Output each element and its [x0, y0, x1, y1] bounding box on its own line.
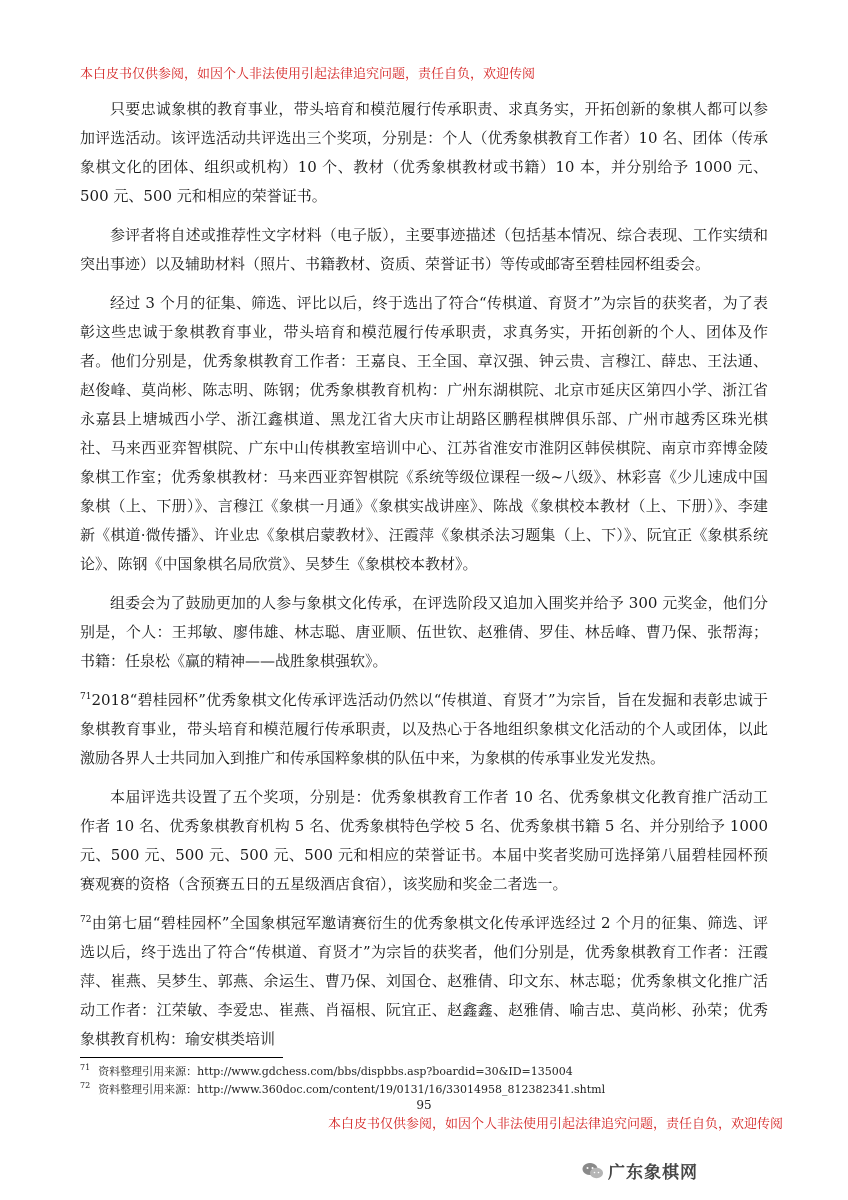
paragraph: 参评者将自述或推荐性文字材料（电子版），主要事迹描述（包括基本情况、综合表现、工作实绩和突出事迹）以及辅助材料（照片、书籍教材、资质、荣誉证书）等传或邮寄至碧桂园杯组委会。 [80, 226, 768, 273]
paragraph: 经过 3 个月的征集、筛选、评比以后，终于选出了符合“传棋道、育贤才”为宗旨的获奖者，为了表彰这些忠诚于象棋教育事业，带头培育和模范履行传承职责，求真务实，开拓创新的个人、团体及作者。他们分别是，优秀象棋教育工作者：王嘉良、王全国、章汉强、钟云贵、言穆江、薛忠、王法通、赵俊峰、莫尚彬、陈志明、陈钢；优秀象棋教育机构：广州东湖棋院、北京市延庆区第四小学、浙江省永嘉县上塘城西小学、浙江鑫棋道、黑龙江省大庆市让胡路区鹏程棋牌俱乐部、广州市越秀区珠光棋社、马来西亚弈智棋院、广东中山传棋教室培训中心、江苏省淮安市淮阴区韩侯棋院、南京市弈博金陵象棋工作室；优秀象棋教材：马来西亚弈智棋院《系统等级位课程一级~八级》、林彩喜《少儿速成中国象棋（上、下册）》、言穆江《象棋一月通》《象棋实战讲座》、陈战《象棋校本教材（上、下册）》、李建新《棋道·微传播》、许业忠《象棋启蒙教材》、汪霞萍《象棋杀法习题集（上、下）》、阮宜正《象棋系统论》、陈钢《中国象棋名局欣赏》、吴梦生《象棋校本教材》。 [80, 294, 768, 573]
disclaimer-top: 本白皮书仅供参阅，如因个人非法使用引起法律追究问题，责任自负，欢迎传阅 [80, 67, 536, 82]
footnote-divider [80, 1057, 283, 1058]
footnote-text[interactable]: 资料整理引用来源：http://www.gdchess.com/bbs/dispbbs.asp?boardid=30&ID=135004 [98, 1065, 573, 1078]
footnote [80, 1063, 605, 1081]
paragraph-text: 由第七届“碧桂园杯”全国象棋冠军邀请赛衍生的优秀象棋文化传承评选经过 2 个月的征集、筛选、评选以后，终于选出了符合“传棋道、育贤才”为宗旨的获奖者，他们分别是，优秀象棋教育工作者：汪霞萍、崔燕、吴梦生、郭燕、余运生、曹乃保、刘国仓、赵雅倩、印文东、林志聪；优秀象棋文化推广活动工作者：江荣敏、李爱忠、崔燕、肖福根、阮宜正、赵鑫鑫、赵雅倩、喻吉忠、莫尚彬、孙荣；优秀象棋教育机构：瑜安棋类培训 [80, 914, 768, 1048]
paragraph: 只要忠诚象棋的教育事业，带头培育和模范履行传承职责、求真务实，开拓创新的象棋人都可以参加评选活动。该评选活动共评选出三个奖项，分别是：个人（优秀象棋教育工作者）10 名、团体（传承象棋文化的团体、组织或机构）10 个、教材（优秀象棋教材或书籍）10 本，并分别给予 1000 元、500 元、500 元和相应的荣誉证书。 [80, 100, 768, 205]
body-text [80, 95, 768, 1064]
footnote-number: 72 [80, 1081, 91, 1091]
footnote [80, 1081, 605, 1099]
footnote-ref[interactable]: 71 [80, 692, 92, 702]
footnote-text[interactable]: 资料整理引用来源：http://www.360doc.com/content/19/0131/16/33014958_812382341.shtml [98, 1083, 606, 1096]
footnotes [80, 1063, 605, 1099]
wechat-icon [582, 1162, 604, 1180]
footnote-number: 71 [80, 1063, 91, 1073]
paragraph: 本届评选共设置了五个奖项，分别是：优秀象棋教育工作者 10 名、优秀象棋文化教育推广活动工作者 10 名、优秀象棋教育机构 5 名、优秀象棋特色学校 5 名、优秀象棋书籍 5 名、并分别给予 1000 元、500 元、500 元、500 元、500 元和相应的荣誉证书。本届中奖者奖励可选择第八届碧桂园杯预赛观赛的资格（含预赛五日的五星级酒店食宿），该奖励和奖金二者选一。 [80, 788, 768, 893]
paragraph-with-footnote [80, 909, 768, 1054]
paragraph-text: 2018“碧桂园杯”优秀象棋文化传承评选活动仍然以“传棋道、育贤才”为宗旨，旨在发掘和表彰忠诚于象棋教育事业，带头培育和模范履行传承职责，以及热心于各地组织象棋文化活动的个人或团体，以此激励各界人士共同加入到推广和传承国粹象棋的队伍中来，为象棋的传承事业发光发热。 [80, 691, 768, 767]
paragraph-with-footnote [80, 686, 768, 773]
watermark-text: 广东象棋网 [608, 1163, 698, 1183]
footnote-ref[interactable]: 72 [80, 915, 92, 925]
page-number: 95 [416, 1098, 432, 1112]
disclaimer-bottom: 本白皮书仅供参阅，如因个人非法使用引起法律追究问题，责任自负，欢迎传阅 [327, 1117, 783, 1132]
paragraph: 组委会为了鼓励更加的人参与象棋文化传承，在评选阶段又追加入围奖并给予 300 元奖金，他们分别是，个人：王邦敏、廖伟雄、林志聪、唐亚顺、伍世钦、赵雅倩、罗佳、林岳峰、曹乃保、张帮海；书籍：任泉松《赢的精神——战胜象棋强软》。 [80, 594, 768, 670]
watermark [582, 1158, 698, 1183]
